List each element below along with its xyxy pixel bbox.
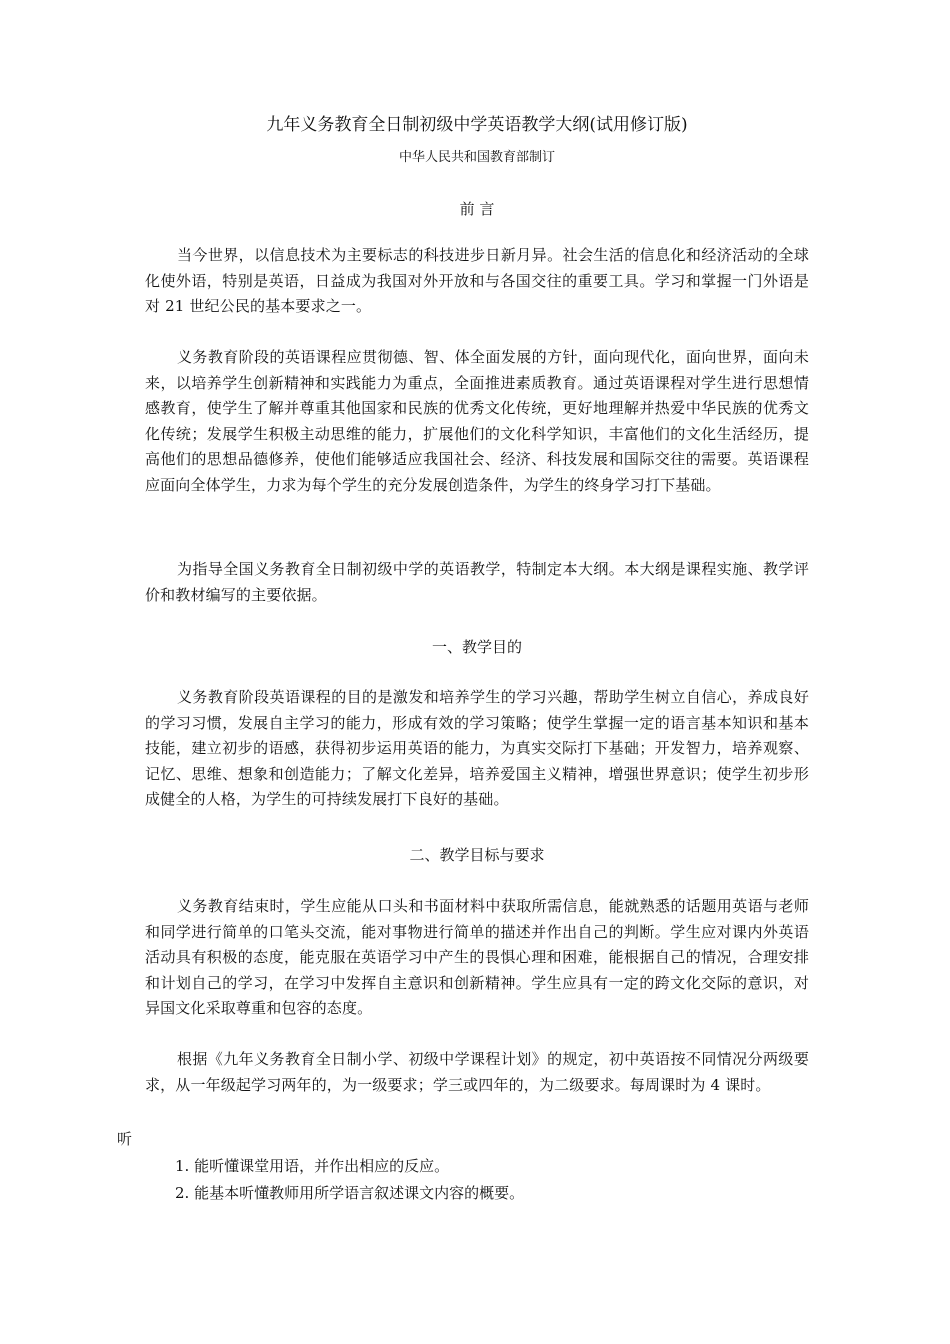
preface-paragraph-1: 当今世界，以信息技术为主要标志的科技进步日新月异。社会生活的信息化和经济活动的全球化使外语，特别是英语，日益成为我国对外开放和与各国交往的重要工具。学习和掌握一门外语是对 21 世纪公民的基本要求之一。 — [145, 246, 809, 316]
preface-paragraph-3: 为指导全国义务教育全日制初级中学的英语教学，特制定本大纲。本大纲是课程实施、教学评价和教材编写的主要依据。 — [145, 560, 809, 604]
listening-item-1: 1. 能听懂课堂用语，并作出相应的反应。 — [175, 1157, 450, 1175]
listening-label: 听 — [117, 1130, 133, 1148]
preface-paragraph-2: 义务教育阶段的英语课程应贯彻德、智、体全面发展的方针，面向现代化，面向世界，面向未来，以培养学生创新精神和实践能力为重点，全面推进素质教育。通过英语课程对学生进行思想情感教育，使学生了解并尊重其他国家和民族的优秀文化传统，更好地理解并热爱中华民族的优秀文化传统；发展学生积极主动思维的能力，扩展他们的文化科学知识，丰富他们的文化生活经历，提高他们的思想品德修养，使他们能够适应我国社会、经济、科技发展和国际交往的需要。英语课程应面向全体学生，力求为每个学生的充分发展创造条件，为学生的终身学习打下基础。 — [145, 348, 809, 494]
section-2-paragraph-1: 义务教育结束时，学生应能从口头和书面材料中获取所需信息，能就熟悉的话题用英语与老师和同学进行简单的口笔头交流，能对事物进行简单的描述并作出自己的判断。学生应对课内外英语活动具有积极的态度，能克服在英语学习中产生的畏惧心理和困难，能根据自己的情况，合理安排和计划自己的学习，在学习中发挥自主意识和创新精神。学生应具有一定的跨文化交际的意识，对异国文化采取尊重和包容的态度。 — [145, 897, 809, 1018]
document-title: 九年义务教育全日制初级中学英语教学大纲(试用修订版) — [266, 115, 688, 135]
section-1-paragraph-1: 义务教育阶段英语课程的目的是激发和培养学生的学习兴趣，帮助学生树立自信心，养成良好的学习习惯，发展自主学习的能力，形成有效的学习策略；使学生掌握一定的语言基本知识和基本技能，建立初步的语感，获得初步运用英语的能力，为真实交际打下基础；开发智力，培养观察、记忆、思维、想象和创造能力；了解文化差异，培养爱国主义精神，增强世界意识；使学生初步形成健全的人格，为学生的可持续发展打下良好的基础。 — [145, 688, 809, 809]
section-2-paragraph-2: 根据《九年义务教育全日制小学、初级中学课程计划》的规定，初中英语按不同情况分两级要求，从一年级起学习两年的，为一级要求；学三或四年的，为二级要求。每周课时为 4 课时。 — [145, 1050, 809, 1094]
section-1-heading: 一、教学目的 — [431, 638, 522, 656]
section-2-heading: 二、教学目标与要求 — [409, 846, 545, 864]
preface-heading: 前 言 — [459, 200, 495, 218]
listening-item-2: 2. 能基本听懂教师用所学语言叙述课文内容的概要。 — [175, 1184, 525, 1202]
document-issuer: 中华人民共和国教育部制订 — [398, 150, 555, 165]
